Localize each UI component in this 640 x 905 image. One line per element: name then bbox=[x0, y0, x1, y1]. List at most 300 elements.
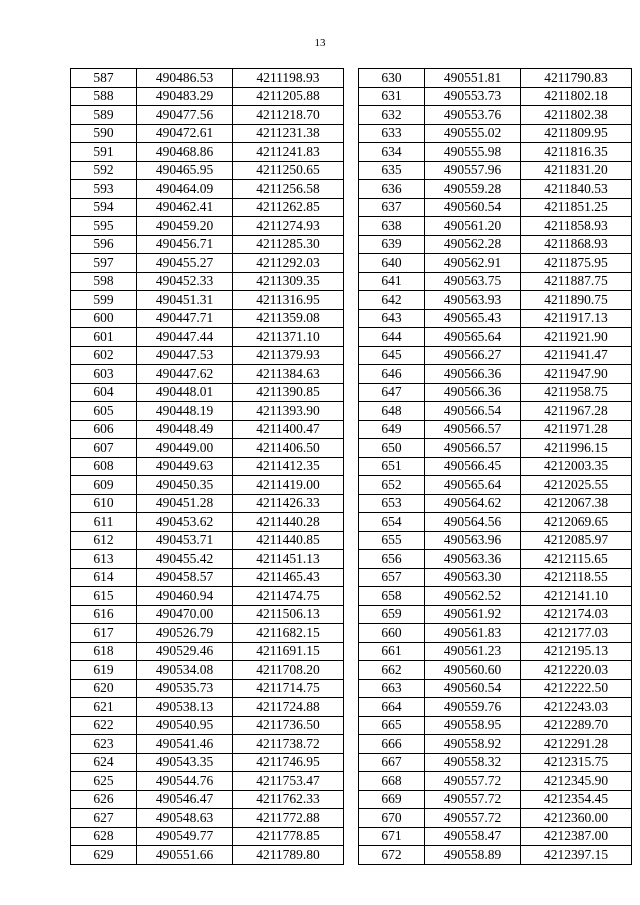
point-number-cell: 589 bbox=[71, 106, 137, 125]
point-number-cell: 624 bbox=[71, 753, 137, 772]
y-coordinate-cell: 4211691.15 bbox=[233, 642, 344, 661]
point-number-cell: 632 bbox=[359, 106, 425, 125]
y-coordinate-cell: 4212243.03 bbox=[521, 698, 632, 717]
y-coordinate-cell: 4212085.97 bbox=[521, 531, 632, 550]
x-coordinate-cell: 490535.73 bbox=[137, 679, 233, 698]
table-row bbox=[359, 69, 632, 88]
table-row bbox=[71, 790, 344, 809]
table-row bbox=[359, 180, 632, 199]
point-number-cell: 591 bbox=[71, 143, 137, 162]
table-row bbox=[71, 328, 344, 347]
y-coordinate-cell: 4212115.65 bbox=[521, 550, 632, 569]
point-number-cell: 606 bbox=[71, 420, 137, 439]
y-coordinate-cell: 4211309.35 bbox=[233, 272, 344, 291]
y-coordinate-cell: 4211256.58 bbox=[233, 180, 344, 199]
x-coordinate-cell: 490455.27 bbox=[137, 254, 233, 273]
x-coordinate-cell: 490540.95 bbox=[137, 716, 233, 735]
table-row bbox=[359, 420, 632, 439]
point-number-cell: 638 bbox=[359, 217, 425, 236]
point-number-cell: 659 bbox=[359, 605, 425, 624]
table-row bbox=[71, 439, 344, 458]
x-coordinate-cell: 490465.95 bbox=[137, 161, 233, 180]
point-number-cell: 661 bbox=[359, 642, 425, 661]
point-number-cell: 631 bbox=[359, 87, 425, 106]
table-row bbox=[71, 420, 344, 439]
table-row bbox=[71, 735, 344, 754]
table-row bbox=[71, 272, 344, 291]
point-number-cell: 647 bbox=[359, 383, 425, 402]
point-number-cell: 665 bbox=[359, 716, 425, 735]
y-coordinate-cell: 4211868.93 bbox=[521, 235, 632, 254]
y-coordinate-cell: 4211218.70 bbox=[233, 106, 344, 125]
x-coordinate-cell: 490566.36 bbox=[425, 383, 521, 402]
point-number-cell: 588 bbox=[71, 87, 137, 106]
table-row bbox=[71, 346, 344, 365]
x-coordinate-cell: 490553.76 bbox=[425, 106, 521, 125]
y-coordinate-cell: 4211231.38 bbox=[233, 124, 344, 143]
x-coordinate-cell: 490449.63 bbox=[137, 457, 233, 476]
point-number-cell: 670 bbox=[359, 809, 425, 828]
point-number-cell: 642 bbox=[359, 291, 425, 310]
point-number-cell: 630 bbox=[359, 69, 425, 88]
table-row bbox=[71, 568, 344, 587]
x-coordinate-cell: 490456.71 bbox=[137, 235, 233, 254]
x-coordinate-cell: 490558.92 bbox=[425, 735, 521, 754]
table-row bbox=[71, 587, 344, 606]
y-coordinate-cell: 4211778.85 bbox=[233, 827, 344, 846]
x-coordinate-cell: 490558.89 bbox=[425, 846, 521, 865]
x-coordinate-cell: 490565.64 bbox=[425, 328, 521, 347]
table-row bbox=[359, 494, 632, 513]
y-coordinate-cell: 4211292.03 bbox=[233, 254, 344, 273]
table-row bbox=[359, 753, 632, 772]
x-coordinate-cell: 490447.53 bbox=[137, 346, 233, 365]
table-row bbox=[359, 809, 632, 828]
x-coordinate-cell: 490558.95 bbox=[425, 716, 521, 735]
table-row bbox=[71, 143, 344, 162]
point-number-cell: 609 bbox=[71, 476, 137, 495]
table-row bbox=[359, 365, 632, 384]
y-coordinate-cell: 4211316.95 bbox=[233, 291, 344, 310]
y-coordinate-cell: 4211762.33 bbox=[233, 790, 344, 809]
point-number-cell: 641 bbox=[359, 272, 425, 291]
y-coordinate-cell: 4211400.47 bbox=[233, 420, 344, 439]
table-row bbox=[71, 494, 344, 513]
x-coordinate-cell: 490563.96 bbox=[425, 531, 521, 550]
table-row bbox=[359, 642, 632, 661]
point-number-cell: 605 bbox=[71, 402, 137, 421]
x-coordinate-cell: 490459.20 bbox=[137, 217, 233, 236]
x-coordinate-cell: 490561.23 bbox=[425, 642, 521, 661]
table-row bbox=[71, 846, 344, 865]
y-coordinate-cell: 4211941.47 bbox=[521, 346, 632, 365]
y-coordinate-cell: 4211274.93 bbox=[233, 217, 344, 236]
table-row bbox=[359, 143, 632, 162]
point-number-cell: 601 bbox=[71, 328, 137, 347]
y-coordinate-cell: 4211440.28 bbox=[233, 513, 344, 532]
x-coordinate-cell: 490566.27 bbox=[425, 346, 521, 365]
point-number-cell: 595 bbox=[71, 217, 137, 236]
y-coordinate-cell: 4212289.70 bbox=[521, 716, 632, 735]
point-number-cell: 621 bbox=[71, 698, 137, 717]
point-number-cell: 597 bbox=[71, 254, 137, 273]
y-coordinate-cell: 4211772.88 bbox=[233, 809, 344, 828]
table-row bbox=[71, 161, 344, 180]
x-coordinate-cell: 490561.20 bbox=[425, 217, 521, 236]
point-number-cell: 604 bbox=[71, 383, 137, 402]
table-row bbox=[359, 513, 632, 532]
x-coordinate-cell: 490566.36 bbox=[425, 365, 521, 384]
x-coordinate-cell: 490563.93 bbox=[425, 291, 521, 310]
x-coordinate-cell: 490543.35 bbox=[137, 753, 233, 772]
point-number-cell: 614 bbox=[71, 568, 137, 587]
y-coordinate-cell: 4211250.65 bbox=[233, 161, 344, 180]
x-coordinate-cell: 490483.29 bbox=[137, 87, 233, 106]
x-coordinate-cell: 490448.49 bbox=[137, 420, 233, 439]
table-row bbox=[359, 439, 632, 458]
table-row bbox=[71, 531, 344, 550]
point-number-cell: 618 bbox=[71, 642, 137, 661]
point-number-cell: 602 bbox=[71, 346, 137, 365]
y-coordinate-cell: 4211858.93 bbox=[521, 217, 632, 236]
y-coordinate-cell: 4211802.38 bbox=[521, 106, 632, 125]
y-coordinate-cell: 4212397.15 bbox=[521, 846, 632, 865]
x-coordinate-cell: 490447.62 bbox=[137, 365, 233, 384]
point-number-cell: 672 bbox=[359, 846, 425, 865]
y-coordinate-cell: 4211474.75 bbox=[233, 587, 344, 606]
point-number-cell: 668 bbox=[359, 772, 425, 791]
point-number-cell: 599 bbox=[71, 291, 137, 310]
point-number-cell: 593 bbox=[71, 180, 137, 199]
y-coordinate-cell: 4211262.85 bbox=[233, 198, 344, 217]
table-row bbox=[71, 698, 344, 717]
point-number-cell: 645 bbox=[359, 346, 425, 365]
table-row bbox=[71, 513, 344, 532]
x-coordinate-cell: 490544.76 bbox=[137, 772, 233, 791]
table-row bbox=[71, 550, 344, 569]
point-number-cell: 627 bbox=[71, 809, 137, 828]
x-coordinate-cell: 490555.02 bbox=[425, 124, 521, 143]
table-row bbox=[359, 624, 632, 643]
y-coordinate-cell: 4211390.85 bbox=[233, 383, 344, 402]
table-row bbox=[71, 309, 344, 328]
y-coordinate-cell: 4211379.93 bbox=[233, 346, 344, 365]
x-coordinate-cell: 490555.98 bbox=[425, 143, 521, 162]
table-row bbox=[359, 476, 632, 495]
table-row bbox=[71, 753, 344, 772]
point-number-cell: 654 bbox=[359, 513, 425, 532]
y-coordinate-cell: 4211996.15 bbox=[521, 439, 632, 458]
x-coordinate-cell: 490451.31 bbox=[137, 291, 233, 310]
y-coordinate-cell: 4211419.00 bbox=[233, 476, 344, 495]
y-coordinate-cell: 4211384.63 bbox=[233, 365, 344, 384]
x-coordinate-cell: 490451.28 bbox=[137, 494, 233, 513]
x-coordinate-cell: 490558.47 bbox=[425, 827, 521, 846]
y-coordinate-cell: 4212177.03 bbox=[521, 624, 632, 643]
x-coordinate-cell: 490450.35 bbox=[137, 476, 233, 495]
point-number-cell: 639 bbox=[359, 235, 425, 254]
y-coordinate-cell: 4211890.75 bbox=[521, 291, 632, 310]
y-coordinate-cell: 4212315.75 bbox=[521, 753, 632, 772]
point-number-cell: 613 bbox=[71, 550, 137, 569]
x-coordinate-cell: 490448.19 bbox=[137, 402, 233, 421]
y-coordinate-cell: 4212118.55 bbox=[521, 568, 632, 587]
point-number-cell: 628 bbox=[71, 827, 137, 846]
y-coordinate-cell: 4211971.28 bbox=[521, 420, 632, 439]
y-coordinate-cell: 4212174.03 bbox=[521, 605, 632, 624]
table-row bbox=[359, 587, 632, 606]
table-row bbox=[71, 457, 344, 476]
coordinates-table-left bbox=[70, 68, 344, 865]
point-number-cell: 607 bbox=[71, 439, 137, 458]
point-number-cell: 625 bbox=[71, 772, 137, 791]
x-coordinate-cell: 490477.56 bbox=[137, 106, 233, 125]
table-row bbox=[71, 198, 344, 217]
point-number-cell: 669 bbox=[359, 790, 425, 809]
table-row bbox=[71, 661, 344, 680]
point-number-cell: 671 bbox=[359, 827, 425, 846]
point-number-cell: 649 bbox=[359, 420, 425, 439]
page-number: 13 bbox=[314, 37, 326, 49]
point-number-cell: 643 bbox=[359, 309, 425, 328]
y-coordinate-cell: 4212067.38 bbox=[521, 494, 632, 513]
point-number-cell: 644 bbox=[359, 328, 425, 347]
x-coordinate-cell: 490557.72 bbox=[425, 809, 521, 828]
x-coordinate-cell: 490553.73 bbox=[425, 87, 521, 106]
table-row bbox=[359, 531, 632, 550]
point-number-cell: 637 bbox=[359, 198, 425, 217]
table-row bbox=[359, 735, 632, 754]
point-number-cell: 629 bbox=[71, 846, 137, 865]
table-row bbox=[71, 642, 344, 661]
y-coordinate-cell: 4211738.72 bbox=[233, 735, 344, 754]
table-row bbox=[71, 827, 344, 846]
y-coordinate-cell: 4211451.13 bbox=[233, 550, 344, 569]
y-coordinate-cell: 4211682.15 bbox=[233, 624, 344, 643]
y-coordinate-cell: 4211359.08 bbox=[233, 309, 344, 328]
x-coordinate-cell: 490448.01 bbox=[137, 383, 233, 402]
y-coordinate-cell: 4211917.13 bbox=[521, 309, 632, 328]
y-coordinate-cell: 4212222.50 bbox=[521, 679, 632, 698]
table-row bbox=[359, 346, 632, 365]
x-coordinate-cell: 490564.56 bbox=[425, 513, 521, 532]
y-coordinate-cell: 4211790.83 bbox=[521, 69, 632, 88]
x-coordinate-cell: 490447.44 bbox=[137, 328, 233, 347]
x-coordinate-cell: 490453.71 bbox=[137, 531, 233, 550]
y-coordinate-cell: 4211506.13 bbox=[233, 605, 344, 624]
x-coordinate-cell: 490541.46 bbox=[137, 735, 233, 754]
x-coordinate-cell: 490551.66 bbox=[137, 846, 233, 865]
table-row bbox=[359, 161, 632, 180]
point-number-cell: 623 bbox=[71, 735, 137, 754]
point-number-cell: 622 bbox=[71, 716, 137, 735]
table-row bbox=[71, 365, 344, 384]
point-number-cell: 600 bbox=[71, 309, 137, 328]
x-coordinate-cell: 490566.45 bbox=[425, 457, 521, 476]
y-coordinate-cell: 4211198.93 bbox=[233, 69, 344, 88]
table-row bbox=[359, 235, 632, 254]
table-row bbox=[359, 550, 632, 569]
table-row bbox=[359, 661, 632, 680]
table-row bbox=[71, 124, 344, 143]
x-coordinate-cell: 490557.72 bbox=[425, 772, 521, 791]
y-coordinate-cell: 4212195.13 bbox=[521, 642, 632, 661]
x-coordinate-cell: 490447.71 bbox=[137, 309, 233, 328]
table-row bbox=[359, 217, 632, 236]
table-row bbox=[359, 383, 632, 402]
x-coordinate-cell: 490561.92 bbox=[425, 605, 521, 624]
table-row bbox=[359, 772, 632, 791]
x-coordinate-cell: 490534.08 bbox=[137, 661, 233, 680]
y-coordinate-cell: 4211851.25 bbox=[521, 198, 632, 217]
table-row bbox=[359, 87, 632, 106]
coordinates-table-right bbox=[358, 68, 632, 865]
point-number-cell: 596 bbox=[71, 235, 137, 254]
y-coordinate-cell: 4212360.00 bbox=[521, 809, 632, 828]
table-row bbox=[359, 402, 632, 421]
table-row bbox=[71, 217, 344, 236]
table-row bbox=[359, 846, 632, 865]
point-number-cell: 612 bbox=[71, 531, 137, 550]
table-row bbox=[359, 309, 632, 328]
table-row bbox=[359, 679, 632, 698]
table-row bbox=[359, 698, 632, 717]
point-number-cell: 664 bbox=[359, 698, 425, 717]
y-coordinate-cell: 4211371.10 bbox=[233, 328, 344, 347]
y-coordinate-cell: 4211465.43 bbox=[233, 568, 344, 587]
y-coordinate-cell: 4211809.95 bbox=[521, 124, 632, 143]
table-row bbox=[359, 254, 632, 273]
y-coordinate-cell: 4211967.28 bbox=[521, 402, 632, 421]
y-coordinate-cell: 4211875.95 bbox=[521, 254, 632, 273]
table-row bbox=[71, 254, 344, 273]
x-coordinate-cell: 490453.62 bbox=[137, 513, 233, 532]
x-coordinate-cell: 490560.54 bbox=[425, 679, 521, 698]
y-coordinate-cell: 4211958.75 bbox=[521, 383, 632, 402]
x-coordinate-cell: 490464.09 bbox=[137, 180, 233, 199]
table-row bbox=[71, 291, 344, 310]
y-coordinate-cell: 4211285.30 bbox=[233, 235, 344, 254]
y-coordinate-cell: 4212387.00 bbox=[521, 827, 632, 846]
x-coordinate-cell: 490455.42 bbox=[137, 550, 233, 569]
y-coordinate-cell: 4211947.90 bbox=[521, 365, 632, 384]
y-coordinate-cell: 4211831.20 bbox=[521, 161, 632, 180]
x-coordinate-cell: 490566.54 bbox=[425, 402, 521, 421]
y-coordinate-cell: 4211921.90 bbox=[521, 328, 632, 347]
x-coordinate-cell: 490566.57 bbox=[425, 420, 521, 439]
x-coordinate-cell: 490560.60 bbox=[425, 661, 521, 680]
point-number-cell: 657 bbox=[359, 568, 425, 587]
point-number-cell: 619 bbox=[71, 661, 137, 680]
point-number-cell: 636 bbox=[359, 180, 425, 199]
y-coordinate-cell: 4211802.18 bbox=[521, 87, 632, 106]
table-row bbox=[71, 809, 344, 828]
y-coordinate-cell: 4211412.35 bbox=[233, 457, 344, 476]
y-coordinate-cell: 4212345.90 bbox=[521, 772, 632, 791]
table-row bbox=[359, 568, 632, 587]
point-number-cell: 594 bbox=[71, 198, 137, 217]
point-number-cell: 648 bbox=[359, 402, 425, 421]
point-number-cell: 662 bbox=[359, 661, 425, 680]
x-coordinate-cell: 490559.76 bbox=[425, 698, 521, 717]
y-coordinate-cell: 4211440.85 bbox=[233, 531, 344, 550]
x-coordinate-cell: 490458.57 bbox=[137, 568, 233, 587]
x-coordinate-cell: 490529.46 bbox=[137, 642, 233, 661]
y-coordinate-cell: 4211789.80 bbox=[233, 846, 344, 865]
y-coordinate-cell: 4211426.33 bbox=[233, 494, 344, 513]
x-coordinate-cell: 490566.57 bbox=[425, 439, 521, 458]
y-coordinate-cell: 4212291.28 bbox=[521, 735, 632, 754]
point-number-cell: 653 bbox=[359, 494, 425, 513]
point-number-cell: 590 bbox=[71, 124, 137, 143]
point-number-cell: 616 bbox=[71, 605, 137, 624]
y-coordinate-cell: 4212069.65 bbox=[521, 513, 632, 532]
point-number-cell: 603 bbox=[71, 365, 137, 384]
table-row bbox=[71, 180, 344, 199]
x-coordinate-cell: 490562.52 bbox=[425, 587, 521, 606]
table-row bbox=[359, 328, 632, 347]
point-number-cell: 611 bbox=[71, 513, 137, 532]
y-coordinate-cell: 4211816.35 bbox=[521, 143, 632, 162]
table-row bbox=[71, 235, 344, 254]
y-coordinate-cell: 4212354.45 bbox=[521, 790, 632, 809]
x-coordinate-cell: 490462.41 bbox=[137, 198, 233, 217]
table-row bbox=[359, 272, 632, 291]
x-coordinate-cell: 490560.54 bbox=[425, 198, 521, 217]
table-row bbox=[71, 476, 344, 495]
x-coordinate-cell: 490562.91 bbox=[425, 254, 521, 273]
x-coordinate-cell: 490549.77 bbox=[137, 827, 233, 846]
point-number-cell: 663 bbox=[359, 679, 425, 698]
y-coordinate-cell: 4211205.88 bbox=[233, 87, 344, 106]
x-coordinate-cell: 490559.28 bbox=[425, 180, 521, 199]
x-coordinate-cell: 490565.43 bbox=[425, 309, 521, 328]
table-row bbox=[359, 790, 632, 809]
y-coordinate-cell: 4212003.35 bbox=[521, 457, 632, 476]
y-coordinate-cell: 4211724.88 bbox=[233, 698, 344, 717]
x-coordinate-cell: 490449.00 bbox=[137, 439, 233, 458]
point-number-cell: 587 bbox=[71, 69, 137, 88]
table-row bbox=[359, 716, 632, 735]
y-coordinate-cell: 4211714.75 bbox=[233, 679, 344, 698]
x-coordinate-cell: 490562.28 bbox=[425, 235, 521, 254]
y-coordinate-cell: 4212025.55 bbox=[521, 476, 632, 495]
x-coordinate-cell: 490468.86 bbox=[137, 143, 233, 162]
table-row bbox=[71, 402, 344, 421]
point-number-cell: 592 bbox=[71, 161, 137, 180]
table-row bbox=[71, 87, 344, 106]
point-number-cell: 615 bbox=[71, 587, 137, 606]
y-coordinate-cell: 4211393.90 bbox=[233, 402, 344, 421]
point-number-cell: 667 bbox=[359, 753, 425, 772]
point-number-cell: 666 bbox=[359, 735, 425, 754]
x-coordinate-cell: 490546.47 bbox=[137, 790, 233, 809]
x-coordinate-cell: 490472.61 bbox=[137, 124, 233, 143]
table-row bbox=[71, 69, 344, 88]
table-row bbox=[71, 716, 344, 735]
x-coordinate-cell: 490538.13 bbox=[137, 698, 233, 717]
table-row bbox=[71, 624, 344, 643]
point-number-cell: 660 bbox=[359, 624, 425, 643]
table-row bbox=[359, 106, 632, 125]
table-row bbox=[71, 605, 344, 624]
table-row bbox=[71, 383, 344, 402]
x-coordinate-cell: 490486.53 bbox=[137, 69, 233, 88]
x-coordinate-cell: 490563.30 bbox=[425, 568, 521, 587]
table-row bbox=[359, 291, 632, 310]
point-number-cell: 620 bbox=[71, 679, 137, 698]
x-coordinate-cell: 490551.81 bbox=[425, 69, 521, 88]
